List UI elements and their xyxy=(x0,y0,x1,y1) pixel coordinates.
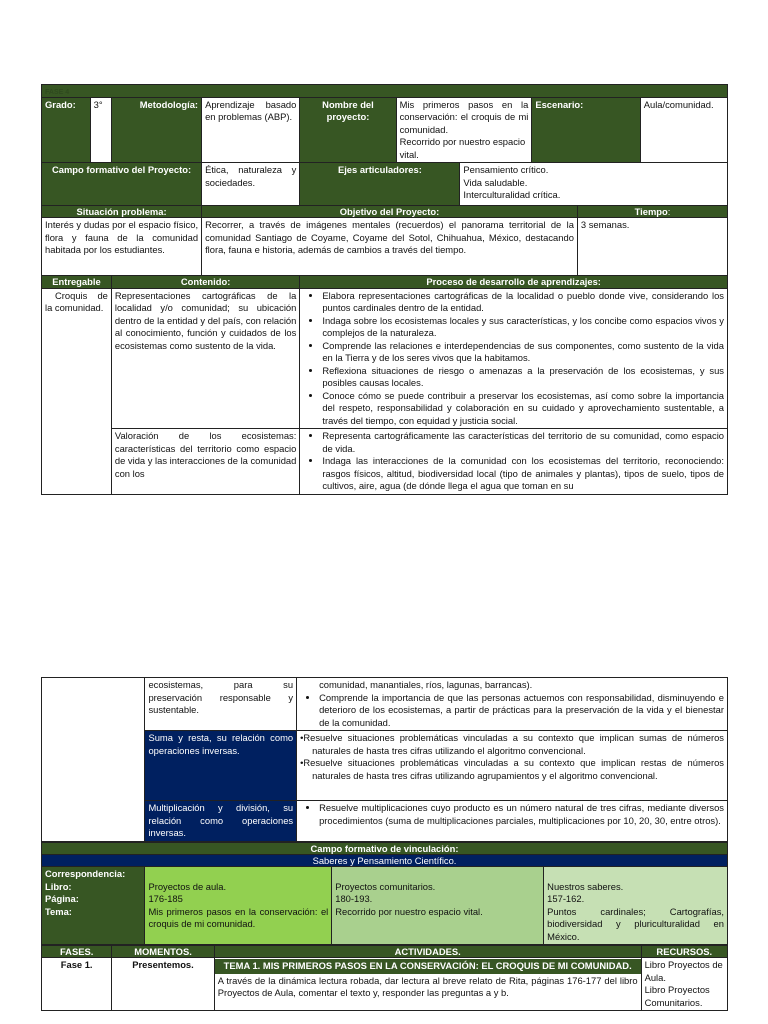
escenario-value: Aula/comunidad. xyxy=(640,97,727,163)
proceso-item: • Comprende la importancia de que las personas actuemos con responsabilidad, disminuyendo e deterioro de los ecosistemas, a partir de prácticas para la preservación de la vida y el bienestar de la comunidad. xyxy=(319,692,724,730)
tema-title: TEMA 1. MIS PRIMEROS PASOS EN LA CONSERVACIÓN: EL CROQUIS DE MI COMUNIDAD. xyxy=(215,959,641,974)
actividad-text: A través de la dinámica lectura robada, dar lectura al breve relato de Rita, páginas 176-177 del libro Proyectos de Aula, comentar el texto y, responder las preguntas a y b. xyxy=(217,974,638,999)
entregable-empty-cell xyxy=(42,678,145,842)
grado-label: Grado: xyxy=(42,97,91,163)
proceso-header: Proceso de desarrollo de aprendizajes: xyxy=(300,276,728,288)
libro-value: Proyectos comunitarios. xyxy=(335,880,436,892)
fase-value: Fase 1. xyxy=(42,958,112,1011)
situacion-text: Interés y dudas por el espacio físico, flora y fauna de la comunidad habitada por los estudiantes. xyxy=(42,218,202,276)
vinculacion-title: Campo formativo de vinculación: xyxy=(42,842,728,854)
proceso-2b xyxy=(297,678,728,731)
fase-row xyxy=(42,958,728,1011)
eje-item: Vida saludable. xyxy=(463,176,528,188)
libro-value: Proyectos de aula. xyxy=(148,880,227,892)
correspondencia-labels xyxy=(42,867,145,945)
objetivo-label: Objetivo del Proyecto: xyxy=(202,206,578,218)
nombre-value-2: Recorrido por nuestro espacio vital. xyxy=(399,136,526,160)
proceso-3 xyxy=(297,731,728,801)
vinculacion-table xyxy=(41,842,728,946)
eje-item: Interculturalidad crítica. xyxy=(463,189,561,201)
situacion-header-row xyxy=(42,206,728,218)
fases-header-row xyxy=(42,946,728,958)
pagina-label: Página: xyxy=(45,893,79,905)
vinculacion-subtitle: Saberes y Pensamiento Científico. xyxy=(42,854,728,866)
continuation-table xyxy=(41,677,728,842)
contenido-row-4 xyxy=(42,801,728,842)
recursos-cell xyxy=(641,958,727,1011)
proceso-item: • Representa cartográficamente las características del territorio de su comunidad, como espacio de vida. xyxy=(322,430,724,455)
nombre-value xyxy=(396,97,532,163)
correspondencia-col-3 xyxy=(544,867,728,945)
eje-item: Pensamiento crítico. xyxy=(463,164,549,176)
contenido-2b: ecosistemas, para su preservación responsable y sustentable. xyxy=(145,678,297,731)
contenido-header-text: Contenido: xyxy=(180,276,231,288)
tiempo-text: 3 semanas. xyxy=(577,218,727,276)
tema-label: Tema: xyxy=(45,905,72,917)
recursos-header: RECURSOS. xyxy=(641,946,727,958)
actividades-header: ACTIVIDADES. xyxy=(214,946,641,958)
proceso-continuation: comunidad, manantiales, ríos, lagunas, barrancas). xyxy=(319,679,533,690)
contenido-2a: Valoración de los ecosistemas: características del territorio como espacio de vida y las interacciones de la comunidad con los xyxy=(111,429,299,495)
correspondencia-row xyxy=(42,867,728,945)
vinculacion-title-row xyxy=(42,842,728,854)
proceso-item: • Comprende las relaciones e interdependencias de sus componentes, como sustento de la vida en la Tierra y de los seres vivos que la habitamos. xyxy=(322,340,724,365)
contenido-header-row xyxy=(42,276,728,288)
proceso-item: • Conoce cómo se puede contribuir a preservar los ecosistemas, así como sobre la importancia del respeto, responsabilidad y colaboración en su cuidado y aprovechamiento sustentable, a través del tiempo, con equidad y justicia social. xyxy=(322,390,724,428)
phase-row xyxy=(42,85,728,98)
contenido-1: Representaciones cartográficas de la localidad y/o comunidad; su ubicación dentro de la entidad y del país, con relación al conocimiento, función y cuidados de los ecosistemas como sustento de la vida. xyxy=(111,288,299,429)
ejes-label: Ejes articuladores: xyxy=(300,163,460,206)
nombre-label: Nombre del proyecto: xyxy=(300,97,396,163)
entregable-header: Entregable xyxy=(42,276,112,288)
correspondencia-label: Correspondencia: xyxy=(45,868,126,880)
proceso-item: • Resuelve multiplicaciones cuyo producto es un número natural de tres cifras, mediante diversos procedimientos (suma de multiplicaciones parciales, multiplicaciones por 10, 20, 30, entre otros). xyxy=(319,802,724,827)
contenido-row-2 xyxy=(42,429,728,495)
grado-value: 3° xyxy=(90,97,111,163)
project-header-table xyxy=(41,84,728,495)
nombre-value-1: Mis primeros pasos en la conservación: el croquis de mi comunidad. xyxy=(399,98,529,135)
page-bottom-table-block xyxy=(41,677,728,1024)
momento-value: Presentemos. xyxy=(112,958,214,1011)
correspondencia-col-1 xyxy=(145,867,332,945)
proceso-2a xyxy=(300,429,728,495)
tema-value: Recorrido por nuestro espacio vital. xyxy=(335,905,483,917)
contenido-header xyxy=(111,276,299,288)
contenido-3: Suma y resta, su relación como operaciones inversas. xyxy=(145,731,297,801)
proceso-item: •Resuelve situaciones problemáticas vinculadas a su contexto que implican sumas de números naturales de hasta tres cifras utilizando el algoritmo convencional. xyxy=(300,732,724,756)
fases-header: FASES. xyxy=(42,946,112,958)
metodologia-value: Aprendizaje basado en problemas (ABP). xyxy=(202,97,300,163)
tema-value: Puntos cardinales; Cartografías, biodiversidad y pluriculturalidad en México. xyxy=(547,905,724,942)
recurso-item: Libro Proyectos de Aula. xyxy=(644,959,723,983)
contenido-row-2b xyxy=(42,678,728,731)
pagina-value: 176-185 xyxy=(148,893,183,905)
tiempo-colon: : xyxy=(667,206,671,218)
proceso-item: • Indaga sobre los ecosistemas locales y sus características, y los concibe como espacios vivos y complejos de la naturaleza. xyxy=(322,315,724,340)
tema-value: Mis primeros pasos en la conservación: el croquis de mi comunidad. xyxy=(148,905,329,930)
libro-label: Libro: xyxy=(45,880,72,892)
situacion-label: Situación problema: xyxy=(42,206,202,218)
proceso-item: • Indaga las interacciones de la comunidad con los ecosistemas del territorio, reconociendo: rasgos físicos, altitud, biodiversidad local (tipo de animales y plantas), tipos de suelo, tipos de cultivos, aire, agua (de dónde llega el agua que toman en su xyxy=(322,455,724,493)
proceso-item: •Resuelve situaciones problemáticas vinculadas a su contexto que implican restas de números naturales de hasta tres cifras utilizando agrupamientos y el algoritmo convencional. xyxy=(300,757,724,781)
campo-value: Ética, naturaleza y sociedades. xyxy=(202,163,300,206)
metodologia-label: Metodología: xyxy=(111,97,201,163)
pagina-value: 180-193. xyxy=(335,893,373,905)
campo-label: Campo formativo del Proyecto: xyxy=(42,163,202,206)
libro-value: Nuestros saberes. xyxy=(547,880,624,892)
vinculacion-subtitle-row xyxy=(42,854,728,866)
situacion-row xyxy=(42,218,728,276)
pagina-value: 157-162. xyxy=(547,893,585,905)
actividad-cell xyxy=(214,958,641,1011)
fases-table xyxy=(41,945,728,1011)
ejes-value xyxy=(460,163,728,206)
proceso-1 xyxy=(300,288,728,429)
contenido-row-3 xyxy=(42,731,728,801)
recurso-item: Libro Proyectos Comunitarios. xyxy=(644,984,710,1008)
grado-row xyxy=(42,97,728,163)
proceso-4 xyxy=(297,801,728,842)
correspondencia-col-2 xyxy=(332,867,544,945)
entregable-text: Croquis de la comunidad. xyxy=(42,288,112,494)
escenario-label: Escenario: xyxy=(532,97,640,163)
tiempo-label xyxy=(577,206,727,218)
contenido-row-1 xyxy=(42,288,728,429)
tiempo-label-text: Tiempo xyxy=(634,206,668,218)
proceso-item: • Elabora representaciones cartográficas de la localidad o pueblo donde vive, considerando los puntos cardinales dentro de la entidad. xyxy=(322,290,724,315)
objetivo-text: Recorrer, a través de imágenes mentales (recuerdos) el panorama territorial de la comunidad Santiago de Coyame, Coyame del Sotol, Chihuahua, México, destacando flora, fauna e historia, además de cambios a través del tiempo. xyxy=(202,218,578,276)
momentos-header: MOMENTOS. xyxy=(112,946,214,958)
page-top-table-block xyxy=(41,84,728,506)
proceso-item: • Reflexiona situaciones de riesgo o amenazas a la preservación de los ecosistemas, y sus posibles causas locales. xyxy=(322,365,724,390)
campo-row xyxy=(42,163,728,206)
phase-label: FASE 4 xyxy=(45,89,70,96)
contenido-4: Multiplicación y división, su relación como operaciones inversas. xyxy=(145,801,297,842)
